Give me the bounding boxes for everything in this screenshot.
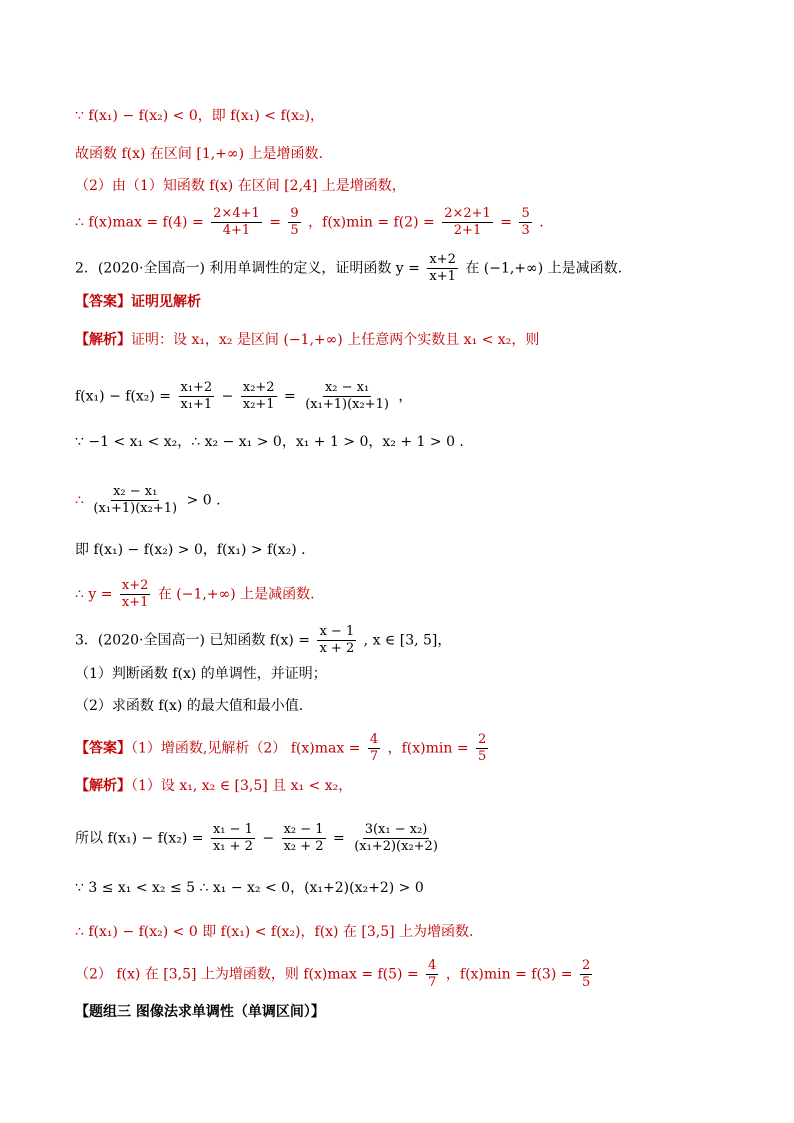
fraction: $\frac{9}{5}$ xyxy=(290,206,299,238)
solution-3-header: 【解析】（1）设 x₁, x₂ ∈ [3,5] 且 x₁ < x₂， xyxy=(75,778,353,794)
fraction: $\frac{\text{x₂ − x₁}}{\text{(x₁+1)(x₂+1)}}$ xyxy=(93,484,178,516)
solution-3-max-min: （2） f(x) 在 [3,5] 上为增函数，则 f(x)max = f(5) = $\frac{4}{7}$ ，f(x)min = f(3) = $\frac{2}{5}$ xyxy=(75,958,591,990)
solution-2-header: 【解析】证明：设 x₁，x₂ 是区间 (−1,+∞) 上任意两个实数且 x₁ < x₂，则 xyxy=(75,332,540,348)
solution-3-signs: ∵ 3 ≤ x₁ < x₂ ≤ 5 ∴ x₁ − x₂ < 0，(x₁+2)(x₂+2) > 0 xyxy=(75,880,424,896)
answer-2: 【答案】证明见解析 xyxy=(75,294,201,310)
question-2: 2．(2020·全国高一) 利用单调性的定义，证明函数 y = $\frac{x+2}{x+1}$ 在 (−1,+∞) 上是减函数. xyxy=(75,252,623,284)
solution-2-signs: ∵ −1 < x₁ < x₂，∴ x₂ − x₁ > 0，x₁ + 1 > 0，x₂ + 1 > 0 . xyxy=(75,434,464,450)
fraction: $\frac{2\times 2+1}{2+1}$ xyxy=(444,206,491,238)
solution-2-positive-fraction: ∴ $\frac{\text{x₂ − x₁}}{\text{(x₁+1)(x₂+1)}}$ > 0 . xyxy=(75,484,221,516)
fraction: $\frac{4}{7}$ xyxy=(428,958,437,990)
fraction: $\frac{2}{5}$ xyxy=(581,958,591,990)
fraction: $\frac{x - 1}{x + 2}$ xyxy=(319,624,355,656)
fraction: $\frac{2}{5}$ xyxy=(478,732,487,764)
fraction: $\frac{\text{x₂+2}}{\text{x₂+1}}$ xyxy=(242,380,275,412)
fraction: $\frac{x+2}{x+1}$ xyxy=(121,578,149,610)
solution-3-difference: 所以 f(x₁) − f(x₂) = $\frac{\text{x₁ − 1}}{\text{x₁ + 2}}$ − $\frac{\text{x₂ − 1}}{\text{x₂ + 2}}$ = $\frac{\text{3(x₁ − x₂)}}{\text{(x₁+2)(x₂+2)}}$ xyxy=(75,822,438,854)
line-max-min: ∴ f(x)max = f(4) = $\frac{2\times 4+1}{4+1}$ = $\frac{9}{5}$ ，f(x)min = f(2) = $\frac{2\times 2+1}{2+1}$ = $\frac{5}{3}$ . xyxy=(75,206,544,238)
fraction: $\frac{\text{x₂ − 1}}{\text{x₂ + 2}}$ xyxy=(283,822,324,854)
answer-3: 【答案】（1）增函数,见解析（2） f(x)max = $\frac{4}{7}$ ，f(x)min = $\frac{2}{5}$ xyxy=(75,732,487,764)
question-3-part2: （2）求函数 f(x) 的最大值和最小值. xyxy=(75,698,304,714)
section-heading-group3: 【题组三 图像法求单调性（单调区间）】 xyxy=(75,1004,325,1020)
solution-3-increasing: ∴ f(x₁) − f(x₂) < 0 即 f(x₁) < f(x₂)，f(x) 在 [3,5] 上为增函数. xyxy=(75,924,474,940)
line-increasing-conclusion: 故函数 f(x) 在区间 [1,+∞) 上是增函数. xyxy=(75,146,323,162)
fraction: $\frac{\text{x₁ − 1}}{\text{x₁ + 2}}$ xyxy=(212,822,253,854)
fraction: $\frac{2\times 4+1}{4+1}$ xyxy=(213,206,260,238)
fraction: $\frac{x+2}{x+1}$ xyxy=(429,252,456,284)
solution-2-difference: f(x₁) − f(x₂) = $\frac{\text{x₁+2}}{\text{x₁+1}}$ − $\frac{\text{x₂+2}}{\text{x₂+1}}$ = $\frac{\text{x₂ − x₁}}{\text{(x₁+1)(x₂+1)}}$ ， xyxy=(75,380,413,412)
fraction: $\frac{\text{3(x₁ − x₂)}}{\text{(x₁+2)(x₂+2)}}$ xyxy=(354,822,438,854)
line-inequality-conclusion: ∵ f(x₁) − f(x₂) < 0，即 f(x₁) < f(x₂)， xyxy=(75,108,325,124)
fraction: $\frac{\text{x₂ − x₁}}{\text{(x₁+1)(x₂+1)}}$ xyxy=(305,380,389,412)
question-3-part1: （1）判断函数 f(x) 的单调性，并证明； xyxy=(75,666,327,682)
solution-2-conclusion: ∴ y = $\frac{x+2}{x+1}$ 在 (−1,+∞) 上是减函数. xyxy=(75,578,315,610)
line-part2-intro: （2）由（1）知函数 f(x) 在区间 [2,4] 上是增函数， xyxy=(75,178,406,194)
fraction: $\frac{\text{x₁+2}}{\text{x₁+1}}$ xyxy=(180,380,213,412)
fraction: $\frac{4}{7}$ xyxy=(369,732,379,764)
fraction: $\frac{5}{3}$ xyxy=(521,206,530,238)
question-3: 3．(2020·全国高一) 已知函数 f(x) = $\frac{x - 1}{x + 2}$ , x ∈ [3, 5]， xyxy=(75,624,452,656)
solution-2-result: 即 f(x₁) − f(x₂) > 0，f(x₁) > f(x₂) . xyxy=(75,542,306,558)
